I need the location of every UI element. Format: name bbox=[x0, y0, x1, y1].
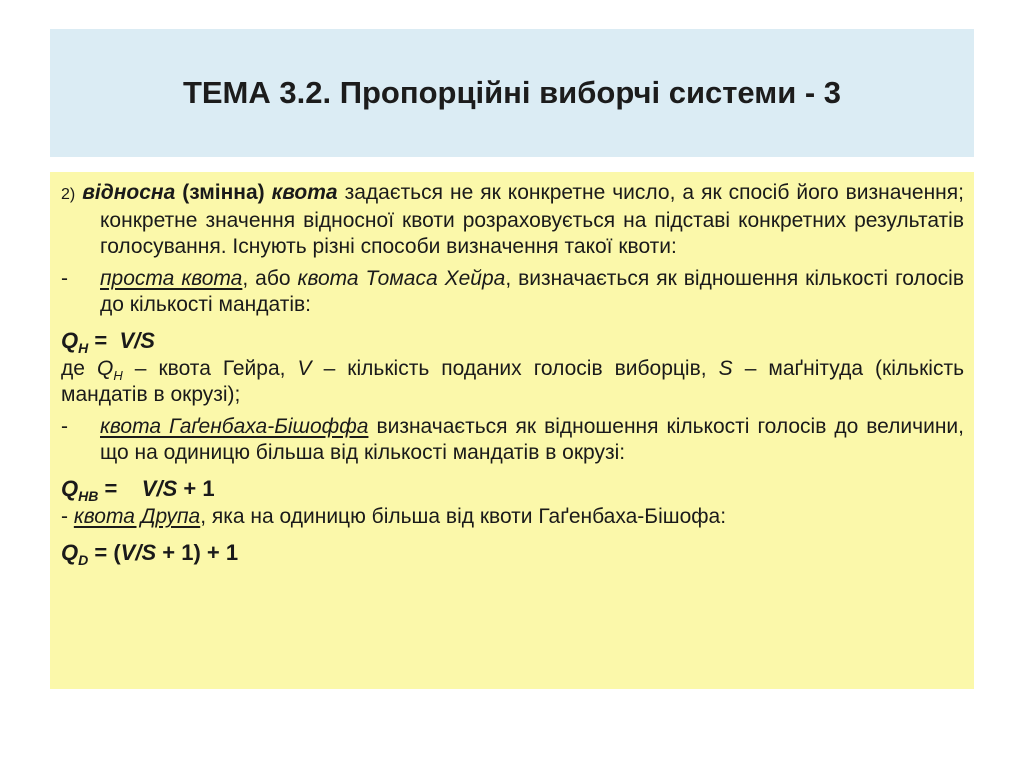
paragraph-hagenbach-quota bbox=[61, 414, 964, 466]
term-simple-quota: проста квота bbox=[100, 267, 243, 290]
paragraph-text: , яка на одиницю більша від квоти Гаґенбаха-Бішофа: bbox=[200, 505, 727, 528]
item-number: 2) bbox=[61, 186, 76, 203]
dash-marker: - bbox=[61, 505, 68, 528]
dash-marker: - bbox=[61, 415, 68, 438]
term-droop-quota: квота Друпа bbox=[73, 505, 201, 528]
slide-title: ТЕМА 3.2. Пропорційні виборчі системи - 3 bbox=[182, 75, 842, 110]
title-bar bbox=[50, 29, 974, 157]
paragraph-droop-quota bbox=[61, 504, 964, 530]
content-box bbox=[50, 172, 974, 689]
dash-marker: - bbox=[61, 267, 68, 290]
formula-rhs: V/S bbox=[119, 328, 155, 353]
term-variable: (змінна) bbox=[182, 181, 265, 204]
term-quota: квота bbox=[271, 181, 338, 204]
term-hare-quota: квота Томаса Хейра bbox=[297, 267, 506, 290]
paragraph-relative-quota bbox=[61, 180, 964, 260]
paragraph-text: задається не як конкретне число, а як спосіб його визначення; конкретне значення відносної квоти розраховується на підставі конкретних результатів голосування. Існують різні способи визначення такої квоти: bbox=[100, 181, 964, 258]
term-hagenbach-quota: квота Гаґенбаха-Бішоффа bbox=[100, 415, 369, 438]
text-fragment: , або bbox=[242, 267, 291, 290]
formula-q: Q bbox=[61, 328, 79, 353]
text-fragment: , визначається як відношення кількості голосів до кількості мандатів: bbox=[100, 267, 964, 316]
paragraph-definitions: де $Q_H$ – квота Гейра, V – кількість поданих голосів виборців, S – маґнітуда (кількість мандатів в окрузі); bbox=[61, 357, 965, 406]
term-relative: відносна bbox=[82, 181, 176, 204]
formula-sub: H bbox=[78, 340, 89, 356]
paragraph-simple-quota bbox=[61, 266, 964, 318]
formula-droop: $Q_D = (V/S + 1) + 1$ bbox=[61, 540, 239, 568]
formula-hagenbach: $Q_{HB}$ = V/S + 1 bbox=[61, 476, 215, 504]
formula-hare bbox=[61, 328, 964, 354]
formula-eq: = bbox=[94, 328, 108, 353]
paragraph-text: визначається як відношення кількості голосів до величини, що на одиницю більша від кількості мандатів в окрузі: bbox=[100, 415, 964, 464]
